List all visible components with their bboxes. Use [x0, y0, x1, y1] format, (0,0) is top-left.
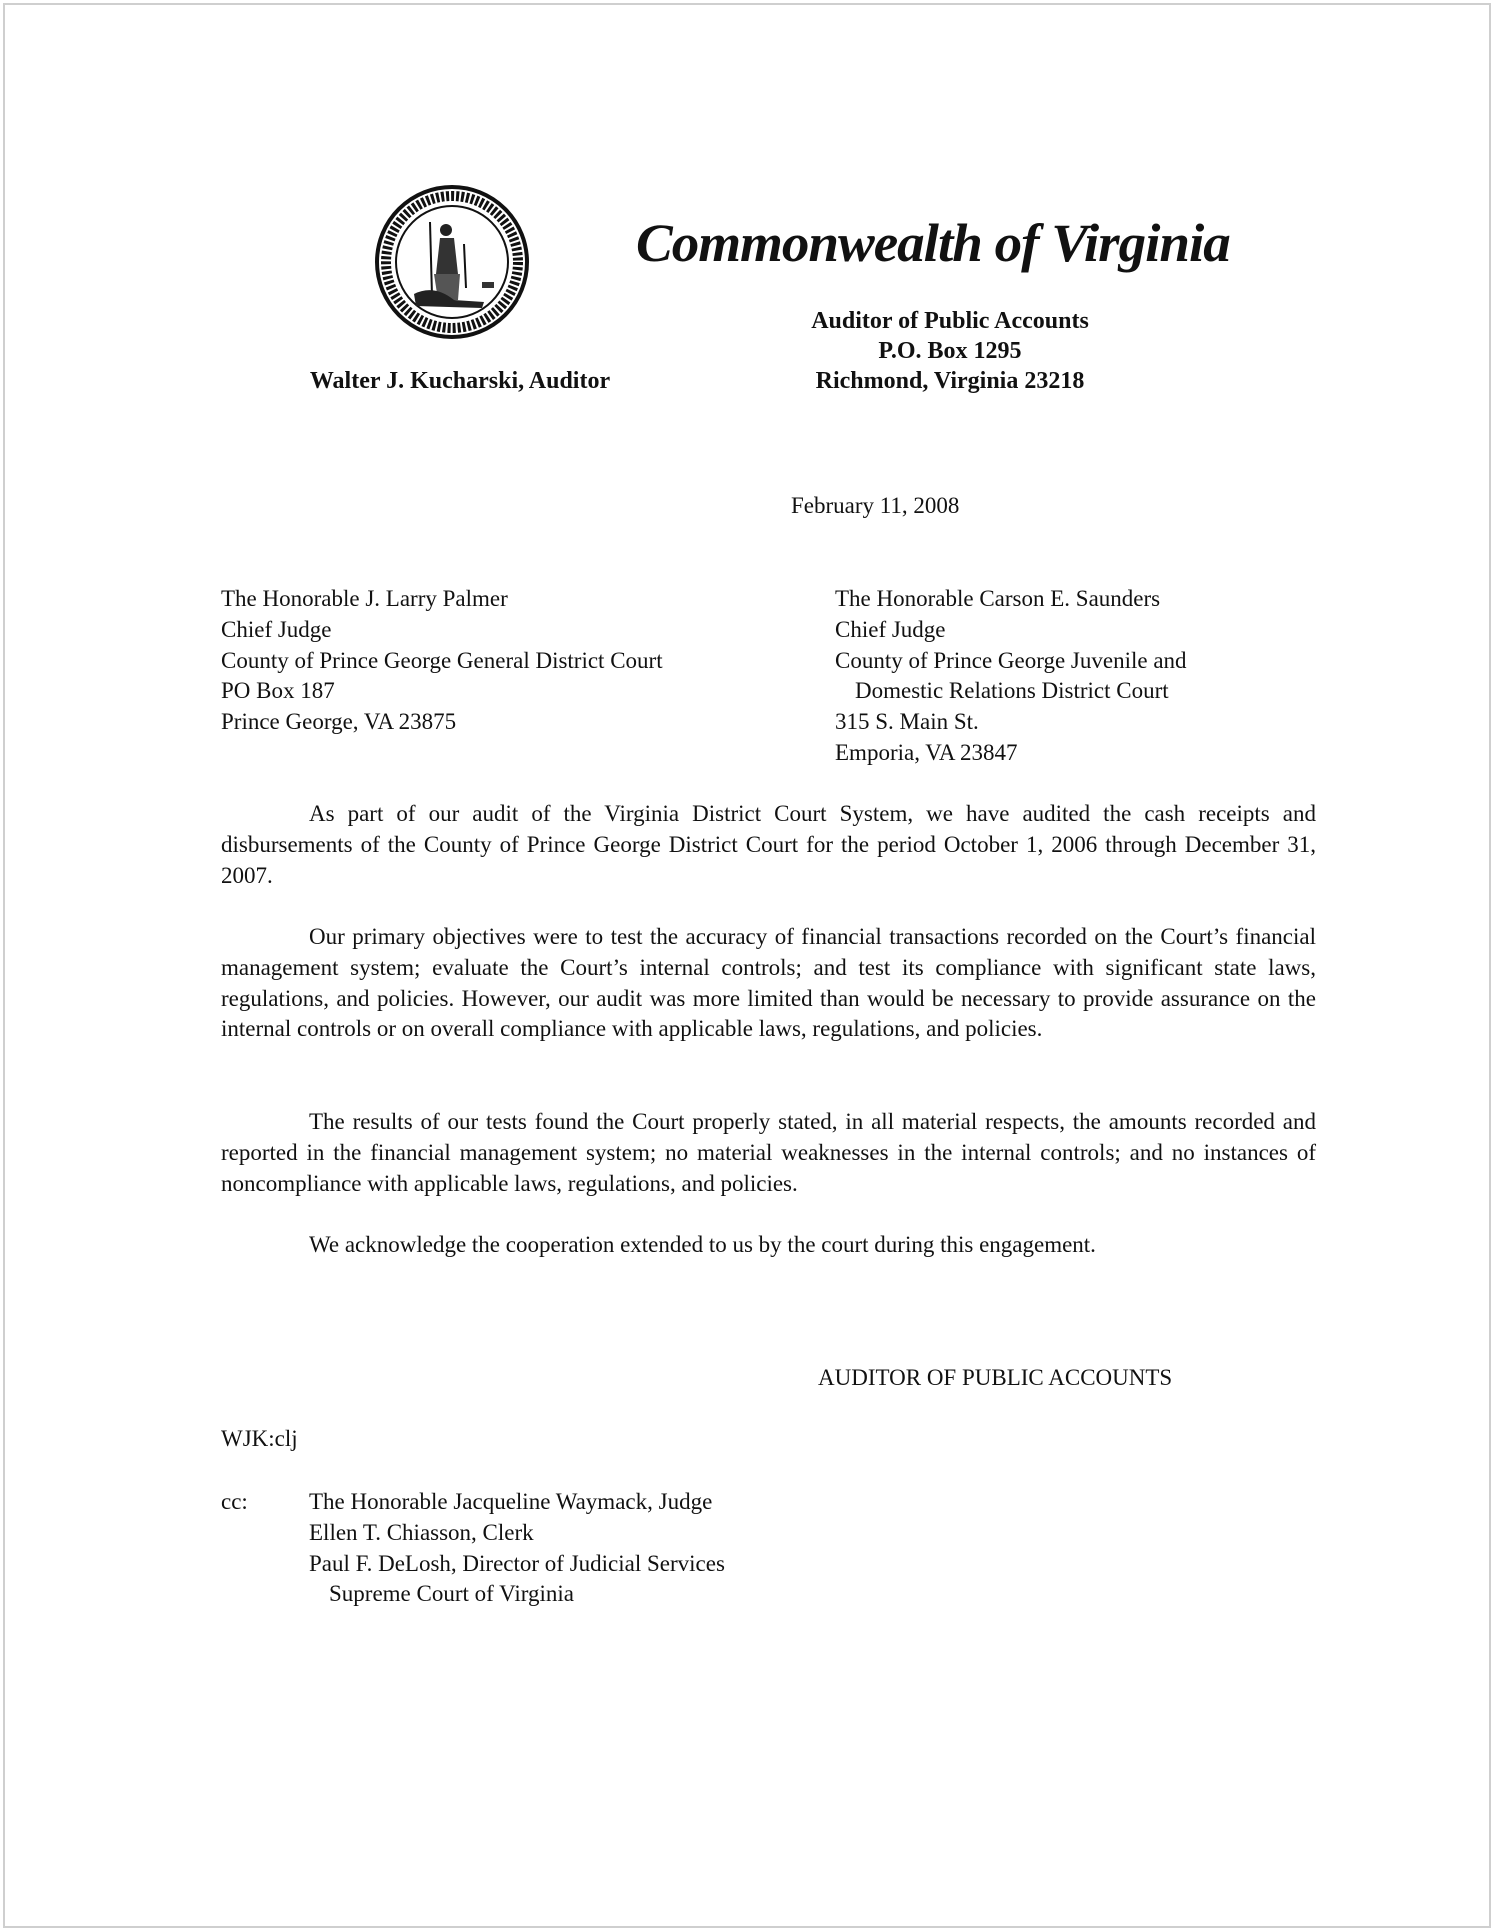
address-line: The Honorable Carson E. Saunders	[835, 586, 1161, 611]
address-line: Chief Judge	[835, 616, 946, 642]
cc-label: cc:	[221, 1489, 248, 1514]
address-line: County of Prince George General District Court	[221, 647, 663, 673]
letter-date: February 11, 2008	[791, 493, 960, 518]
body-paragraph: As part of our audit of the Virginia District Court System, we have audited the cash receipts and disbursements of the County of Prince George District Court for the period October 1, 2006 through December 31, 2007.	[221, 801, 1316, 888]
recipient-right	[835, 584, 1187, 769]
office-pobox: P.O. Box 1295	[878, 338, 1022, 364]
signature-block: AUDITOR OF PUBLIC ACCOUNTS	[818, 1365, 1173, 1390]
body-paragraph: The results of our tests found the Court properly stated, in all material respects, the amounts recorded and reported in the financial management system; no material weaknesses in the internal controls; and no instances of noncompliance with applicable laws, regulations, and policies.	[221, 1109, 1316, 1196]
cc-name: Ellen T. Chiasson, Clerk	[309, 1519, 534, 1545]
body-paragraph: We acknowledge the cooperation extended to us by the court during this engagement.	[309, 1232, 1096, 1257]
address-line: Domestic Relations District Court	[855, 678, 1169, 704]
address-line: Chief Judge	[221, 616, 332, 642]
office-city: Richmond, Virginia 23218	[815, 368, 1085, 394]
body-paragraph: Our primary objectives were to test the accuracy of financial transactions recorded on the Court’s financial management system; evaluate the Court’s internal controls; and test its compliance with significant state laws, regulations, and policies. However, our audit was more limited than would be necessary to provide assurance on the internal controls or on overall compliance with applicable laws, regulations, and policies.	[221, 924, 1316, 1042]
office-name: Auditor of Public Accounts	[811, 308, 1089, 334]
address-line: Emporia, VA 23847	[835, 739, 1018, 765]
address-line: 315 S. Main St.	[835, 709, 979, 735]
address-line: The Honorable J. Larry Palmer	[221, 586, 508, 611]
cc-name: Paul F. DeLosh, Director of Judicial Services	[309, 1550, 725, 1576]
address-line: PO Box 187	[221, 678, 335, 704]
virginia-seal-icon	[374, 184, 530, 340]
initials: WJK:clj	[221, 1426, 298, 1451]
office-address	[760, 306, 1140, 396]
address-line: County of Prince George Juvenile and	[835, 647, 1187, 673]
recipient-left	[221, 584, 663, 738]
auditor-name: Walter J. Kucharski, Auditor	[309, 368, 611, 394]
cc-name: Supreme Court of Virginia	[329, 1581, 574, 1607]
cc-name: The Honorable Jacqueline Waymack, Judge	[309, 1489, 713, 1514]
letterhead-title: Commonwealth of Virginia	[636, 213, 1230, 273]
address-line: Prince George, VA 23875	[221, 709, 457, 735]
